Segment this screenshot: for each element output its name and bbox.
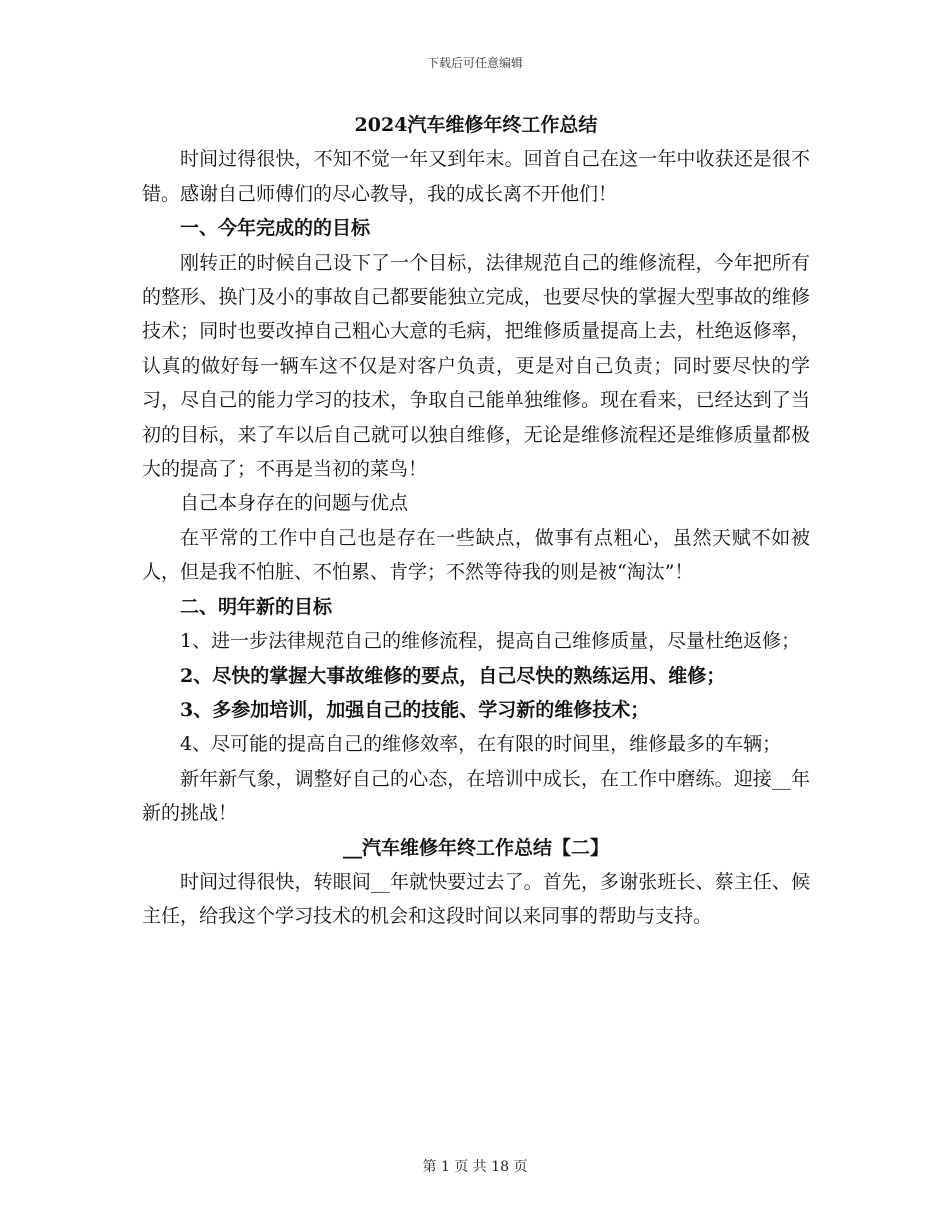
part2-intro-paragraph: 时间过得很快，转眼间__年就快要过去了。首先，多谢张班长、蔡主任、候主任，给我这个学习技术的机会和这段时间以来同事的帮助与支持。	[142, 870, 810, 928]
problems-paragraph: 在平常的工作中自己也是存在一些缺点，做事有点粗心，虽然天赋不如被人，但是我不怕脏、不怕累、肯学；不然等待我的则是被“淘汰”！	[142, 526, 810, 584]
document-body	[142, 108, 810, 934]
goal-item-4: 4、尽可能的提高自己的维修效率，在有限的时间里，维修最多的车辆；	[180, 733, 782, 756]
section2-heading: 二、明年新的目标	[180, 595, 333, 618]
section1-paragraph: 刚转正的时候自己设下了一个目标，法律规范自己的维修流程，今年把所有的整形、换门及小的事故自己都要能独立完成，也要尽快的掌握大型事故的维修技术；同时也要改掉自己粗心大意的毛病，把维修质量提高上去，杜绝返修率，认真的做好每一辆车这不仅是对客户负责，更是对自己负责；同时要尽快的学习，尽自己的能力学习的技术，争取自己能单独维修。现在看来，已经达到了当初的目标，来了车以后自己就可以独自维修，无论是维修流程还是维修质量都极大的提高了；不再是当初的菜鸟！	[142, 251, 810, 481]
header-note: 下载后可任意编辑	[426, 56, 523, 70]
goal-item-1: 1、进一步法律规范自己的维修流程，提高自己维修质量，尽量杜绝返修；	[180, 630, 801, 653]
section1-heading: 一、今年完成的的目标	[180, 217, 371, 240]
document-title-2: __汽车维修年终工作总结【二】	[342, 836, 609, 859]
document-title: 2024汽车维修年终工作总结	[354, 114, 598, 136]
goal-item-3: 3、多参加培训，加强自己的技能、学习新的维修技术；	[180, 698, 650, 721]
closing-paragraph: 新年新气象，调整好自己的心态，在培训中成长，在工作中磨练。迎接__年新的挑战！	[142, 767, 810, 825]
goal-item-2: 2、尽快的掌握大事故维修的要点，自己尽快的熟练运用、维修；	[180, 664, 726, 687]
page-number: 第 1 页 共 18 页	[422, 1159, 528, 1175]
intro-paragraph: 时间过得很快，不知不觉一年又到年末。回首自己在这一年中收获还是很不错。感谢自己师傅们的尽心教导，我的成长离不开他们！	[142, 148, 810, 205]
subheading-problems: 自己本身存在的问题与优点	[180, 492, 409, 515]
